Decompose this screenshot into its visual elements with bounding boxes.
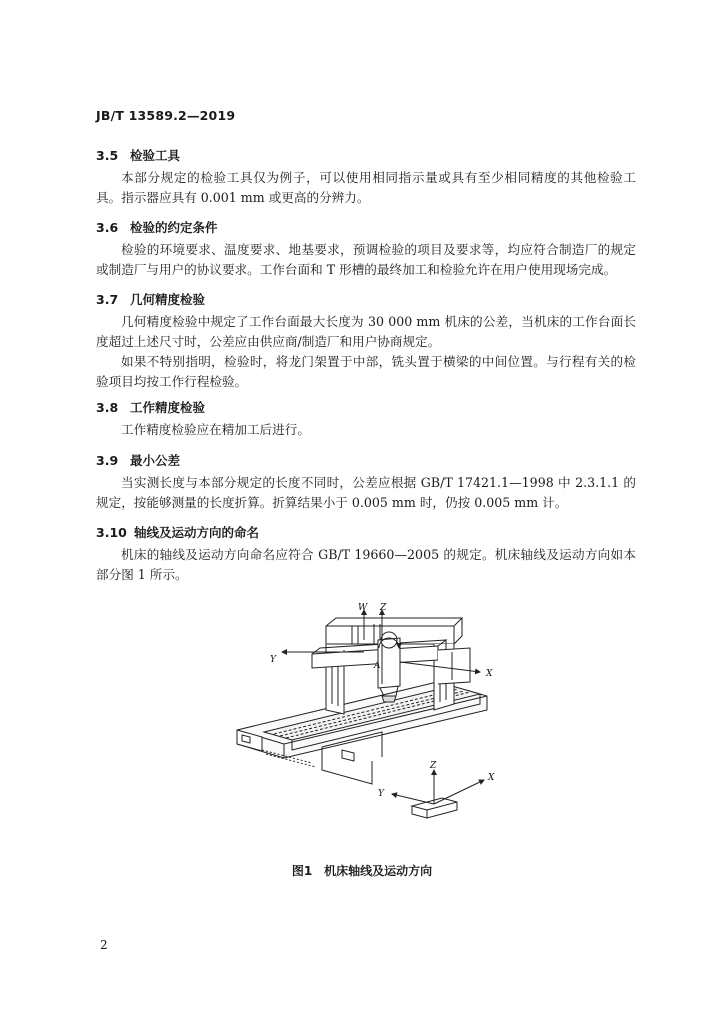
- paragraph: 检验的环境要求、温度要求、地基要求，预调检验的项目及要求等，均应符合制造厂的规定或制造厂与用户的协议要求。工作台面和 T 形槽的最终加工和检验允许在用户使用现场完成。: [96, 242, 636, 277]
- section-title: 几何精度检验: [130, 292, 206, 307]
- section-title: 工作精度检验: [130, 400, 206, 415]
- document-header: JB/T 13589.2—2019: [96, 108, 236, 123]
- figure-caption: [0, 862, 724, 879]
- section-number: 3.9: [96, 453, 119, 468]
- section-heading: [96, 218, 218, 236]
- section-heading: [96, 451, 180, 469]
- gantry: [312, 618, 470, 714]
- section-number: 3.8: [96, 400, 119, 415]
- section-body: [96, 240, 636, 280]
- figure-number: 图1: [291, 864, 313, 878]
- section-title: 最小公差: [130, 453, 181, 468]
- paragraph: 本部分规定的检验工具仅为例子，可以使用相同指示量或具有至少相同精度的其他检验工具。指示器应具有 0.001 mm 或更高的分辨力。: [96, 170, 636, 205]
- section-number: 3.5: [96, 148, 119, 163]
- axis-label-y-ref: Y: [378, 789, 384, 799]
- section-heading: [96, 523, 259, 541]
- section-heading: [96, 146, 180, 164]
- axis-label-y: Y: [270, 655, 276, 665]
- section-body: [96, 545, 636, 585]
- axis-label-a: A: [374, 661, 381, 671]
- machine-drawing: [222, 600, 512, 840]
- paragraph: 机床的轴线及运动方向命名应符合 GB/T 19660—2005 的规定。机床轴线及运动方向如本部分图 1 所示。: [96, 547, 636, 582]
- figure-title: 机床轴线及运动方向: [324, 864, 433, 878]
- section-title: 检验的约定条件: [130, 220, 218, 235]
- section-body: [96, 312, 636, 392]
- section-title: 检验工具: [130, 148, 181, 163]
- paragraph: 当实测长度与本部分规定的长度不同时，公差应根据 GB/T 17421.1—1998 中 2.3.1.1 的规定，按能够测量的长度折算。折算结果小于 0.005 mm 时，仍按 0.005 mm 计。: [96, 475, 636, 510]
- section-body: [96, 473, 636, 513]
- section-number: 3.6: [96, 220, 119, 235]
- section-body: [96, 168, 636, 208]
- section-title: 轴线及运动方向的命名: [134, 525, 260, 540]
- machine-axes-figure: [222, 600, 512, 840]
- section-body: [96, 420, 636, 440]
- section-heading: [96, 398, 205, 416]
- paragraph: 如果不特别指明，检验时，将龙门架置于中部，铣头置于横梁的中间位置。与行程有关的检验项目均按工作行程检验。: [96, 354, 636, 389]
- axis-label-z: Z: [380, 603, 387, 613]
- paragraph: 几何精度检验中规定了工作台面最大长度为 30 000 mm 机床的公差，当机床的工作台面长度超过上述尺寸时，公差应由供应商/制造厂和用户协商规定。: [96, 314, 636, 349]
- paragraph: 工作精度检验应在精加工后进行。: [121, 422, 310, 437]
- section-heading: [96, 290, 205, 308]
- axis-label-z-ref: Z: [430, 761, 437, 771]
- section-number: 3.7: [96, 292, 119, 307]
- section-number: 3.10: [96, 525, 127, 540]
- reference-coordinate-block: [392, 770, 484, 818]
- page-number: 2: [100, 938, 108, 952]
- axis-label-w: W: [358, 603, 368, 613]
- axis-label-x-ref: X: [488, 773, 495, 783]
- axis-label-x: X: [486, 669, 493, 679]
